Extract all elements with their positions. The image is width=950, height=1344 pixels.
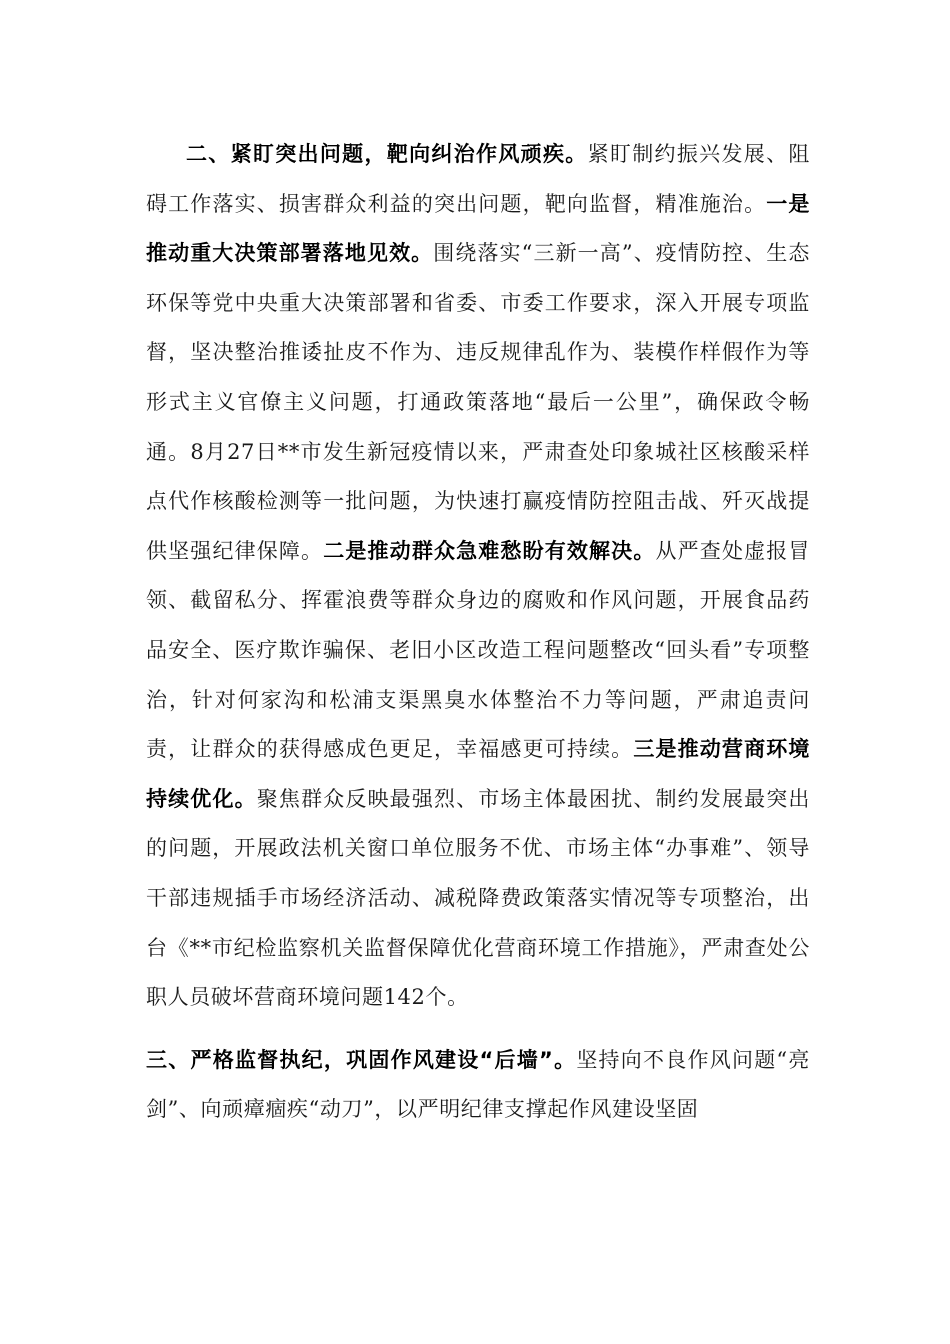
point-3-text: 聚焦群众反映最强烈、市场主体最困扰、制约发展最突出的问题，开展政法机关窗口单位服务不优、市场主体“办事难”、领导干部违规插手市场经济活动、减税降费政策落实情况等专项整治，出台《**市纪检监察机关监督保障优化营商环境工作措施》，严肃查处公职人员破坏营商环境问题142个。 bbox=[146, 786, 811, 1010]
section-2-paragraph bbox=[146, 130, 810, 1023]
section-3-paragraph bbox=[146, 1036, 810, 1135]
section-3-heading: 三、严格监督执纪，巩固作风建设“后墙”。 bbox=[146, 1047, 577, 1072]
point-1-title: 一是推动重大决策部署落地见效。 bbox=[146, 191, 810, 266]
point-3-title: 三是推动营商环境持续优化。 bbox=[146, 737, 810, 811]
point-1-text: 围绕落实“三新一高”、疫情防控、生态环保等党中央重大决策部署和省委、市委工作要求，深入开展专项监督，坚决整治推诿扯皮不作为、违反规律乱作为、装模作样假作为等形式主义官僚主义问题，打通政策落地“最后一公里”，确保政令畅通。8月27日**市发生新冠疫情以来，严肃查处印象城社区核酸采样点代作核酸检测等一批问题，为快速打赢疫情防控阻击战、歼灭战提供坚强纪律保障。 bbox=[146, 241, 810, 563]
point-2-title: 二是推动群众急难愁盼有效解决。 bbox=[323, 538, 656, 563]
point-2-text: 从严查处虚报冒领、截留私分、挥霍浪费等群众身边的腐败和作风问题，开展食品药品安全、医疗欺诈骗保、老旧小区改造工程问题整改“回头看”专项整治，针对何家沟和松浦支渠黑臭水体整治不力等问题，严肃追责问责，让群众的获得感成色更足，幸福感更可持续。 bbox=[146, 538, 811, 762]
document-body bbox=[146, 130, 810, 1135]
section-2-intro: 紧盯制约振兴发展、阻碍工作落实、损害群众利益的突出问题，靶向监督，精准施治。 bbox=[146, 142, 810, 216]
section-3-text: 坚持向不良作风问题“亮剑”、向顽瘴痼疾“动刀”，以严明纪律支撑起作风建设坚固 bbox=[146, 1047, 810, 1122]
section-2-heading: 二、紧盯突出问题，靶向纠治作风顽疾。 bbox=[186, 142, 588, 166]
